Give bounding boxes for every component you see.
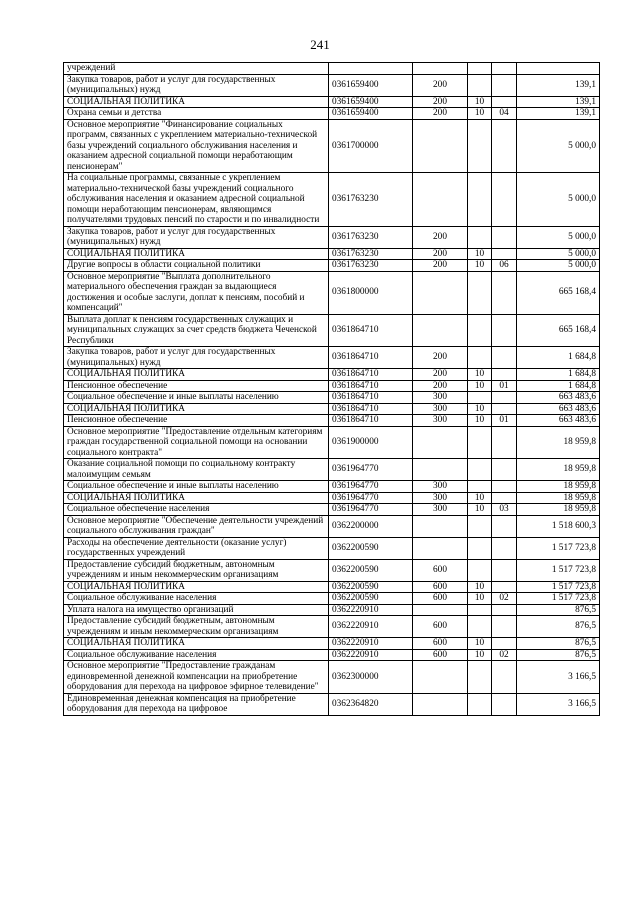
- row-subsection-cell: [492, 347, 517, 369]
- row-expense-type-cell: 200: [413, 347, 468, 369]
- row-name-cell: Социальное обеспечение населения: [64, 504, 329, 516]
- table-row: [64, 604, 600, 616]
- row-section-cell: [468, 559, 492, 581]
- row-section-cell: [468, 537, 492, 559]
- row-subsection-cell: [492, 74, 517, 96]
- row-subsection-cell: [492, 119, 517, 173]
- row-expense-type-cell: [413, 459, 468, 481]
- row-code-cell: 0362200590: [329, 581, 413, 593]
- row-code-cell: 0361964770: [329, 492, 413, 504]
- row-amount-cell: 5 000,0: [517, 119, 600, 173]
- row-name-cell: Выплата доплат к пенсиям государственных служащих и муниципальных служащих за счет средств бюджета Чеченской Республики: [64, 314, 329, 347]
- table-row: [64, 616, 600, 638]
- row-name-cell: СОЦИАЛЬНАЯ ПОЛИТИКА: [64, 96, 329, 108]
- row-expense-type-cell: [413, 515, 468, 537]
- row-subsection-cell: 04: [492, 108, 517, 120]
- row-code-cell: 0362200000: [329, 515, 413, 537]
- row-code-cell: 0361763230: [329, 260, 413, 272]
- row-subsection-cell: [492, 63, 517, 75]
- row-expense-type-cell: 600: [413, 559, 468, 581]
- row-expense-type-cell: [413, 604, 468, 616]
- row-subsection-cell: [492, 314, 517, 347]
- row-amount-cell: 1 684,8: [517, 380, 600, 392]
- row-expense-type-cell: 200: [413, 369, 468, 381]
- row-code-cell: 0361659400: [329, 74, 413, 96]
- row-name-cell: Социальное обеспечение и иные выплаты населению: [64, 392, 329, 404]
- row-subsection-cell: 03: [492, 504, 517, 516]
- row-expense-type-cell: 300: [413, 392, 468, 404]
- row-amount-cell: 5 000,0: [517, 226, 600, 248]
- table-row: [64, 415, 600, 427]
- row-code-cell: 0362300000: [329, 661, 413, 694]
- row-amount-cell: 1 517 723,8: [517, 593, 600, 605]
- table-row: [64, 369, 600, 381]
- row-section-cell: [468, 119, 492, 173]
- row-amount-cell: 18 959,8: [517, 481, 600, 493]
- row-expense-type-cell: 200: [413, 248, 468, 260]
- row-expense-type-cell: 300: [413, 415, 468, 427]
- row-subsection-cell: [492, 426, 517, 459]
- table-row: [64, 459, 600, 481]
- row-amount-cell: 1 684,8: [517, 369, 600, 381]
- row-code-cell: 0361964770: [329, 459, 413, 481]
- row-section-cell: 10: [468, 492, 492, 504]
- row-subsection-cell: [492, 481, 517, 493]
- table-row: [64, 392, 600, 404]
- row-section-cell: 10: [468, 380, 492, 392]
- row-subsection-cell: [492, 638, 517, 650]
- table-row: [64, 661, 600, 694]
- row-section-cell: 10: [468, 415, 492, 427]
- row-section-cell: [468, 392, 492, 404]
- row-expense-type-cell: [413, 63, 468, 75]
- row-expense-type-cell: [413, 119, 468, 173]
- row-amount-cell: 3 166,5: [517, 693, 600, 715]
- row-code-cell: 0362364820: [329, 693, 413, 715]
- table-row: [64, 537, 600, 559]
- row-amount-cell: 665 168,4: [517, 314, 600, 347]
- table-row: [64, 260, 600, 272]
- row-section-cell: 10: [468, 248, 492, 260]
- row-section-cell: [468, 459, 492, 481]
- row-code-cell: 0362200590: [329, 537, 413, 559]
- row-amount-cell: 876,5: [517, 616, 600, 638]
- row-expense-type-cell: 300: [413, 504, 468, 516]
- row-section-cell: [468, 74, 492, 96]
- table-row: [64, 380, 600, 392]
- row-section-cell: [468, 693, 492, 715]
- row-expense-type-cell: [413, 314, 468, 347]
- row-name-cell: Расходы на обеспечение деятельности (оказание услуг) государственных учреждений: [64, 537, 329, 559]
- row-section-cell: 10: [468, 369, 492, 381]
- row-name-cell: СОЦИАЛЬНАЯ ПОЛИТИКА: [64, 369, 329, 381]
- row-subsection-cell: [492, 616, 517, 638]
- row-amount-cell: 1 684,8: [517, 347, 600, 369]
- row-subsection-cell: 01: [492, 380, 517, 392]
- row-expense-type-cell: [413, 426, 468, 459]
- row-expense-type-cell: 200: [413, 380, 468, 392]
- row-name-cell: Закупка товаров, работ и услуг для государственных (муниципальных) нужд: [64, 347, 329, 369]
- row-code-cell: 0361700000: [329, 119, 413, 173]
- row-code-cell: 0361864710: [329, 369, 413, 381]
- row-amount-cell: 139,1: [517, 108, 600, 120]
- row-subsection-cell: [492, 492, 517, 504]
- row-section-cell: 10: [468, 108, 492, 120]
- row-amount-cell: 3 166,5: [517, 661, 600, 694]
- row-name-cell: Пенсионное обеспечение: [64, 415, 329, 427]
- row-code-cell: 0361800000: [329, 271, 413, 314]
- row-section-cell: 10: [468, 649, 492, 661]
- row-code-cell: 0361763230: [329, 226, 413, 248]
- row-expense-type-cell: 300: [413, 481, 468, 493]
- row-name-cell: Закупка товаров, работ и услуг для государственных (муниципальных) нужд: [64, 74, 329, 96]
- row-name-cell: Пенсионное обеспечение: [64, 380, 329, 392]
- row-code-cell: [329, 63, 413, 75]
- row-subsection-cell: 06: [492, 260, 517, 272]
- row-amount-cell: 5 000,0: [517, 260, 600, 272]
- row-expense-type-cell: 200: [413, 74, 468, 96]
- row-amount-cell: 5 000,0: [517, 248, 600, 260]
- row-section-cell: 10: [468, 260, 492, 272]
- table-row: [64, 314, 600, 347]
- row-section-cell: [468, 271, 492, 314]
- row-subsection-cell: 01: [492, 415, 517, 427]
- table-row: [64, 119, 600, 173]
- row-subsection-cell: [492, 693, 517, 715]
- budget-table: [63, 62, 600, 716]
- row-code-cell: 0362220910: [329, 649, 413, 661]
- row-name-cell: Основное мероприятие "Предоставление гражданам единовременной денежной компенсации на приобретение оборудования для перехода на цифровое эфирное телевидение": [64, 661, 329, 694]
- table-row: [64, 649, 600, 661]
- row-code-cell: 0361659400: [329, 108, 413, 120]
- row-subsection-cell: [492, 661, 517, 694]
- table-row: [64, 173, 600, 227]
- row-amount-cell: 18 959,8: [517, 504, 600, 516]
- row-amount-cell: 5 000,0: [517, 173, 600, 227]
- row-name-cell: Предоставление субсидий бюджетным, автономным учреждениям и иным некоммерческим организациям: [64, 616, 329, 638]
- table-row: [64, 515, 600, 537]
- row-section-cell: [468, 226, 492, 248]
- table-row: [64, 481, 600, 493]
- row-name-cell: СОЦИАЛЬНАЯ ПОЛИТИКА: [64, 492, 329, 504]
- row-amount-cell: 18 959,8: [517, 426, 600, 459]
- row-name-cell: Основное мероприятие "Обеспечение деятельности учреждений социального обслуживания граждан": [64, 515, 329, 537]
- row-amount-cell: 1 517 723,8: [517, 559, 600, 581]
- row-name-cell: Единовременная денежная компенсация на приобретение оборудования для перехода на цифровое: [64, 693, 329, 715]
- row-code-cell: 0361964770: [329, 481, 413, 493]
- row-amount-cell: 876,5: [517, 649, 600, 661]
- table-row: [64, 693, 600, 715]
- row-expense-type-cell: 600: [413, 581, 468, 593]
- row-name-cell: Социальное обслуживание населения: [64, 593, 329, 605]
- row-expense-type-cell: 600: [413, 616, 468, 638]
- table-row: [64, 638, 600, 650]
- row-section-cell: [468, 426, 492, 459]
- row-expense-type-cell: 200: [413, 108, 468, 120]
- table-row: [64, 108, 600, 120]
- row-subsection-cell: 02: [492, 649, 517, 661]
- row-name-cell: СОЦИАЛЬНАЯ ПОЛИТИКА: [64, 581, 329, 593]
- row-code-cell: 0361864710: [329, 415, 413, 427]
- row-amount-cell: 139,1: [517, 96, 600, 108]
- row-code-cell: 0362200590: [329, 593, 413, 605]
- row-section-cell: [468, 173, 492, 227]
- row-code-cell: 0361864710: [329, 347, 413, 369]
- row-name-cell: Охрана семьи и детства: [64, 108, 329, 120]
- row-section-cell: [468, 604, 492, 616]
- row-amount-cell: 663 483,6: [517, 403, 600, 415]
- row-expense-type-cell: [413, 173, 468, 227]
- row-amount-cell: 663 483,6: [517, 415, 600, 427]
- table-row: [64, 581, 600, 593]
- row-section-cell: [468, 481, 492, 493]
- row-section-cell: [468, 63, 492, 75]
- row-code-cell: 0361900000: [329, 426, 413, 459]
- row-name-cell: СОЦИАЛЬНАЯ ПОЛИТИКА: [64, 248, 329, 260]
- row-code-cell: 0361864710: [329, 403, 413, 415]
- row-code-cell: 0362220910: [329, 638, 413, 650]
- table-row: [64, 63, 600, 75]
- row-subsection-cell: [492, 96, 517, 108]
- table-row: [64, 74, 600, 96]
- row-name-cell: СОЦИАЛЬНАЯ ПОЛИТИКА: [64, 638, 329, 650]
- row-subsection-cell: [492, 559, 517, 581]
- row-name-cell: Оказание социальной помощи по социальному контракту малоимущим семьям: [64, 459, 329, 481]
- table-row: [64, 248, 600, 260]
- table-row: [64, 347, 600, 369]
- row-amount-cell: 663 483,6: [517, 392, 600, 404]
- row-amount-cell: 18 959,8: [517, 459, 600, 481]
- row-amount-cell: 876,5: [517, 604, 600, 616]
- row-expense-type-cell: 200: [413, 226, 468, 248]
- table-row: [64, 271, 600, 314]
- row-name-cell: Закупка товаров, работ и услуг для государственных (муниципальных) нужд: [64, 226, 329, 248]
- row-code-cell: 0361763230: [329, 248, 413, 260]
- row-subsection-cell: [492, 248, 517, 260]
- row-name-cell: Основное мероприятие "Финансирование социальных программ, связанных с укреплением материально-технической базы учреждений социального обслуживания населения и оказанием адресной социальной помощи неработающим пенсионерам": [64, 119, 329, 173]
- row-subsection-cell: 02: [492, 593, 517, 605]
- row-amount-cell: 876,5: [517, 638, 600, 650]
- row-amount-cell: 1 518 600,3: [517, 515, 600, 537]
- table-row: [64, 504, 600, 516]
- row-name-cell: СОЦИАЛЬНАЯ ПОЛИТИКА: [64, 403, 329, 415]
- row-expense-type-cell: 300: [413, 403, 468, 415]
- row-section-cell: 10: [468, 96, 492, 108]
- row-subsection-cell: [492, 604, 517, 616]
- table-row: [64, 226, 600, 248]
- row-name-cell: Другие вопросы в области социальной политики: [64, 260, 329, 272]
- row-amount-cell: 18 959,8: [517, 492, 600, 504]
- row-code-cell: 0361659400: [329, 96, 413, 108]
- row-section-cell: [468, 661, 492, 694]
- row-expense-type-cell: 600: [413, 638, 468, 650]
- row-section-cell: [468, 616, 492, 638]
- row-subsection-cell: [492, 226, 517, 248]
- table-row: [64, 426, 600, 459]
- row-name-cell: учреждений: [64, 63, 329, 75]
- row-expense-type-cell: 300: [413, 492, 468, 504]
- row-name-cell: Уплата налога на имущество организаций: [64, 604, 329, 616]
- row-expense-type-cell: 600: [413, 593, 468, 605]
- row-subsection-cell: [492, 271, 517, 314]
- row-expense-type-cell: 200: [413, 260, 468, 272]
- row-code-cell: 0362200590: [329, 559, 413, 581]
- page-number: 241: [310, 37, 330, 52]
- row-section-cell: 10: [468, 504, 492, 516]
- row-code-cell: 0361864710: [329, 380, 413, 392]
- row-code-cell: 0361763230: [329, 173, 413, 227]
- table-row: [64, 96, 600, 108]
- row-subsection-cell: [492, 403, 517, 415]
- row-name-cell: На социальные программы, связанные с укреплением материально-технической базы учреждений социального обслуживания населения и оказанием адресной социальной помощи неработающим пенсионерам, являющимся получателями трудовых пенсий по старости и по инвалидности: [64, 173, 329, 227]
- row-name-cell: Социальное обслуживание населения: [64, 649, 329, 661]
- row-subsection-cell: [492, 459, 517, 481]
- row-section-cell: 10: [468, 403, 492, 415]
- row-subsection-cell: [492, 581, 517, 593]
- row-code-cell: 0362220910: [329, 604, 413, 616]
- table-row: [64, 403, 600, 415]
- row-subsection-cell: [492, 392, 517, 404]
- row-section-cell: 10: [468, 593, 492, 605]
- row-amount-cell: 665 168,4: [517, 271, 600, 314]
- row-expense-type-cell: [413, 537, 468, 559]
- table-row: [64, 492, 600, 504]
- row-code-cell: 0362220910: [329, 616, 413, 638]
- row-expense-type-cell: [413, 271, 468, 314]
- row-name-cell: Основное мероприятие "Выплата дополнительного материального обеспечения граждан за выдающиеся достижения и особые заслуги, доплат к пенсиям, пособий и компенсаций": [64, 271, 329, 314]
- table-row: [64, 559, 600, 581]
- budget-table-body: [64, 63, 600, 716]
- row-expense-type-cell: [413, 693, 468, 715]
- row-section-cell: [468, 347, 492, 369]
- row-name-cell: Основное мероприятие "Предоставление отдельным категориям граждан государственной социальной помощи на основании социального контракта": [64, 426, 329, 459]
- row-section-cell: [468, 515, 492, 537]
- row-name-cell: Предоставление субсидий бюджетным, автономным учреждениям и иным некоммерческим организациям: [64, 559, 329, 581]
- row-section-cell: [468, 314, 492, 347]
- row-subsection-cell: [492, 173, 517, 227]
- row-code-cell: 0361964770: [329, 504, 413, 516]
- row-subsection-cell: [492, 369, 517, 381]
- row-expense-type-cell: 200: [413, 96, 468, 108]
- row-code-cell: 0361864710: [329, 314, 413, 347]
- table-row: [64, 593, 600, 605]
- row-amount-cell: [517, 63, 600, 75]
- row-subsection-cell: [492, 537, 517, 559]
- row-subsection-cell: [492, 515, 517, 537]
- row-name-cell: Социальное обеспечение и иные выплаты населению: [64, 481, 329, 493]
- row-expense-type-cell: [413, 661, 468, 694]
- row-code-cell: 0361864710: [329, 392, 413, 404]
- row-amount-cell: 1 517 723,8: [517, 581, 600, 593]
- row-section-cell: 10: [468, 581, 492, 593]
- row-amount-cell: 1 517 723,8: [517, 537, 600, 559]
- row-expense-type-cell: 600: [413, 649, 468, 661]
- row-section-cell: 10: [468, 638, 492, 650]
- row-amount-cell: 139,1: [517, 74, 600, 96]
